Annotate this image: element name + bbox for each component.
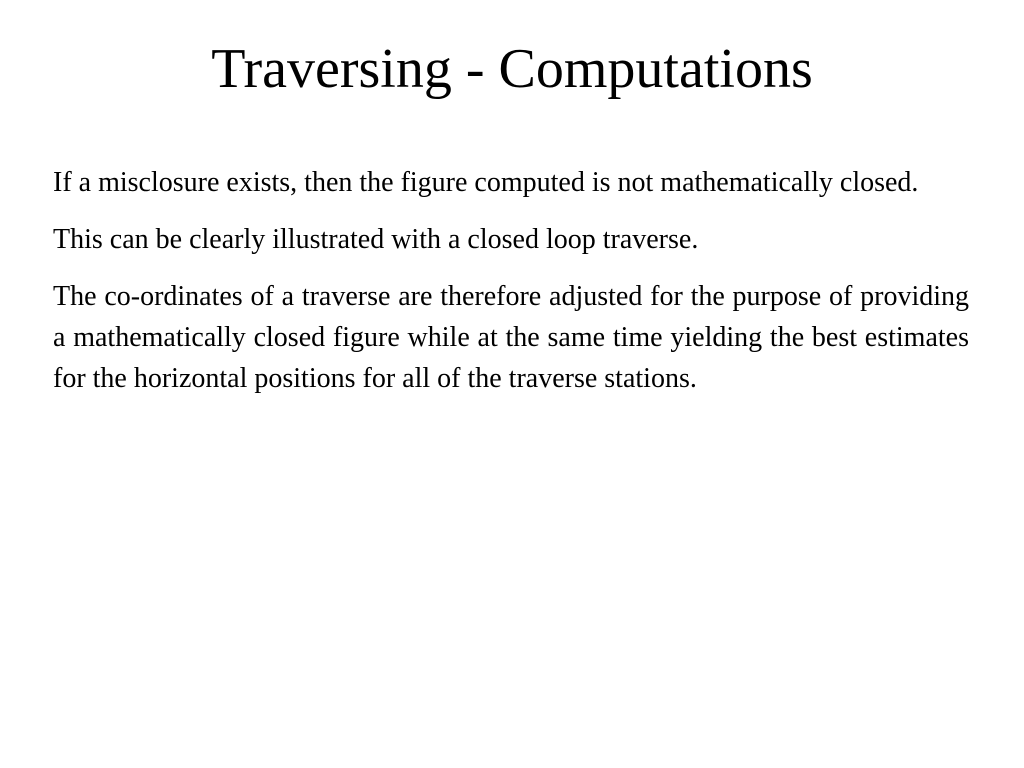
slide-title: Traversing - Computations xyxy=(211,38,813,100)
body-paragraph-misclosure: If a misclosure exists, then the figure computed is not mathematically closed. xyxy=(53,167,919,198)
body-paragraph-closed-loop: This can be clearly illustrated with a closed loop traverse. xyxy=(53,224,699,255)
body-paragraph-adjustment: The co-ordinates of a traverse are therefore adjusted for the purpose of providing a mathematically closed figure while at the same time yielding the best estimates for the horizontal positions for all of the traverse stations. xyxy=(53,281,969,394)
slide-body xyxy=(53,162,969,415)
